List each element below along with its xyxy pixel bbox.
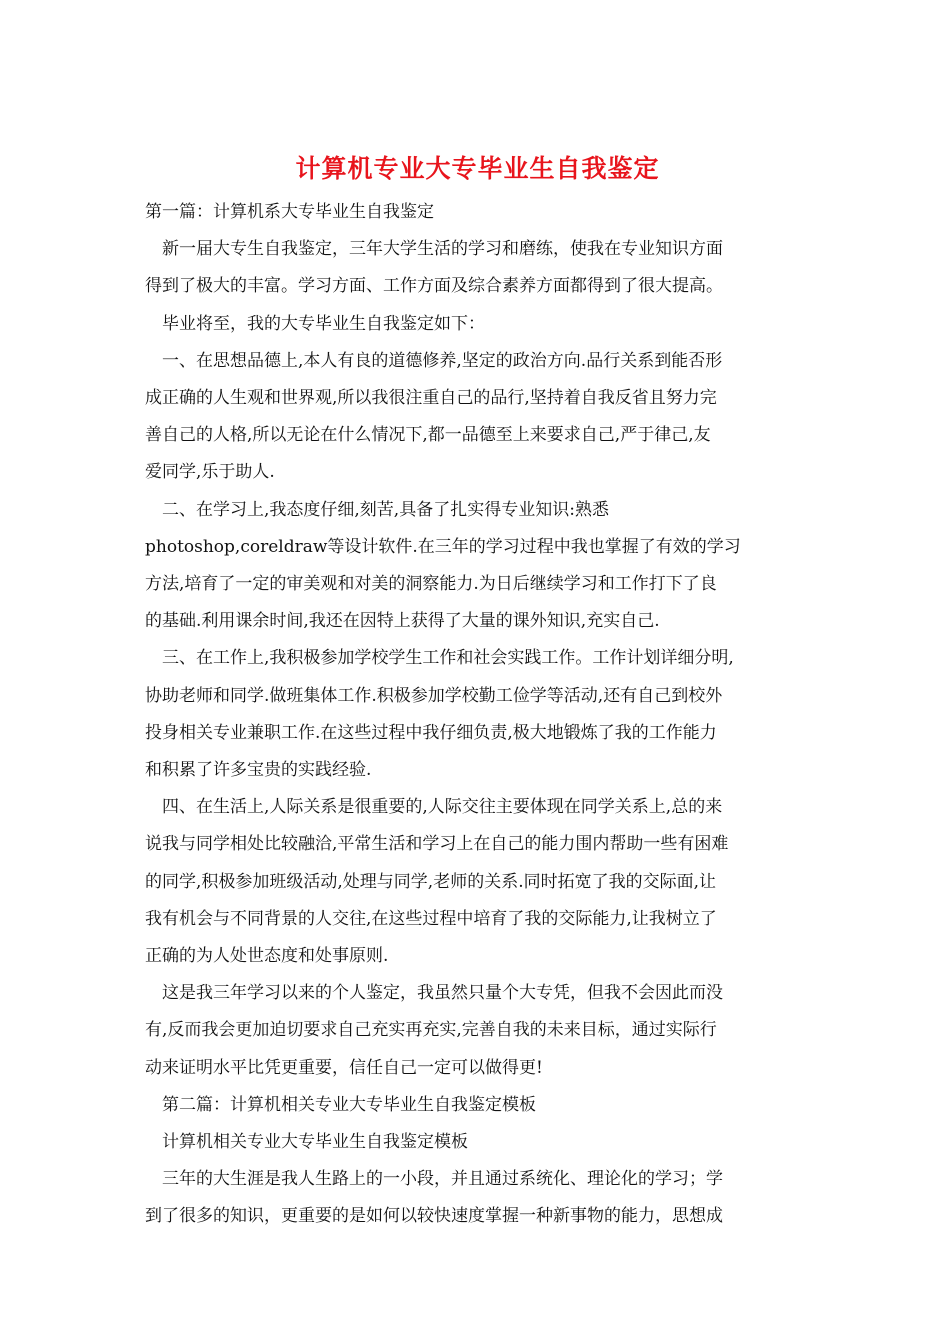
- text-line: 三、在工作上,我积极参加学校学生工作和社会实践工作。工作计划详细分明,: [162, 648, 734, 669]
- text-line: 和积累了许多宝贵的实践经验.: [145, 760, 372, 781]
- text-line: 正确的为人处世态度和处事原则.: [145, 946, 389, 967]
- text-line: 四、在生活上,人际关系是很重要的,人际交往主要体现在同学关系上,总的来: [162, 797, 723, 818]
- text-line: 二、在学习上,我态度仔细,刻苦,具备了扎实得专业知识:熟悉: [162, 499, 609, 520]
- text-line: 这是我三年学习以来的个人鉴定，我虽然只量个大专凭，但我不会因此而没: [162, 983, 723, 1004]
- text-line: photoshop,coreldraw等设计软件.在三年的学习过程中我也掌握了有效的学习: [145, 536, 741, 557]
- document-page: [145, 150, 810, 1236]
- text-line: 第一篇：计算机系大专毕业生自我鉴定: [145, 202, 434, 222]
- text-line: 我有机会与不同背景的人交往,在这些过程中培育了我的交际能力,让我树立了: [145, 908, 717, 929]
- text-line: 新一届大专生自我鉴定，三年大学生活的学习和磨练，使我在专业知识方面: [162, 239, 723, 260]
- text-line: 得到了极大的丰富。学习方面、工作方面及综合素养方面都得到了很大提高。: [145, 276, 723, 297]
- text-line: 到了很多的知识，更重要的是如何以较快速度掌握一种新事物的能力，思想成: [145, 1206, 723, 1227]
- text-line: 爱同学,乐于助人.: [145, 462, 275, 483]
- text-line: 三年的大生涯是我人生路上的一小段，并且通过系统化、理论化的学习；学: [162, 1169, 723, 1190]
- text-line: 说我与同学相处比较融洽,平常生活和学习上在自己的能力围内帮助一些有困难: [145, 834, 729, 855]
- text-line: 善自己的人格,所以无论在什么情况下,都一品德至上来要求自己,严于律己,友: [145, 425, 711, 446]
- text-line: 投身相关专业兼职工作.在这些过程中我仔细负责,极大地锻炼了我的工作能力: [145, 722, 717, 743]
- text-line: 方法,培育了一定的审美观和对美的洞察能力.为日后继续学习和工作打下了良: [145, 574, 717, 595]
- text-line: 有,反而我会更加迫切要求自己充实再充实,完善自我的未来目标，通过实际行: [145, 1020, 717, 1041]
- text-line: 动来证明水平比凭更重要，信任自己一定可以做得更!: [145, 1057, 543, 1078]
- document-title: 计算机专业大专毕业生自我鉴定: [295, 154, 660, 183]
- text-line: 第二篇：计算机相关专业大专毕业生自我鉴定模板: [162, 1094, 536, 1115]
- text-line: 协助老师和同学.做班集体工作.积极参加学校勤工俭学等活动,还有自己到校外: [145, 685, 723, 706]
- document-body: [145, 194, 810, 1236]
- text-line: 成正确的人生观和世界观,所以我很注重自己的品行,坚持着自我反省且努力完: [145, 388, 717, 409]
- text-line: 一、在思想品德上,本人有良的道德修养,坚定的政治方向.品行关系到能否形: [162, 350, 723, 371]
- text-line: 毕业将至，我的大专毕业生自我鉴定如下：: [162, 313, 485, 334]
- text-line: 计算机相关专业大专毕业生自我鉴定模板: [162, 1132, 468, 1153]
- text-line: 的基础.利用课余时间,我还在因特上获得了大量的课外知识,充实自己.: [145, 611, 660, 632]
- text-line: 的同学,积极参加班级活动,处理与同学,老师的关系.同时拓宽了我的交际面,让: [145, 871, 717, 892]
